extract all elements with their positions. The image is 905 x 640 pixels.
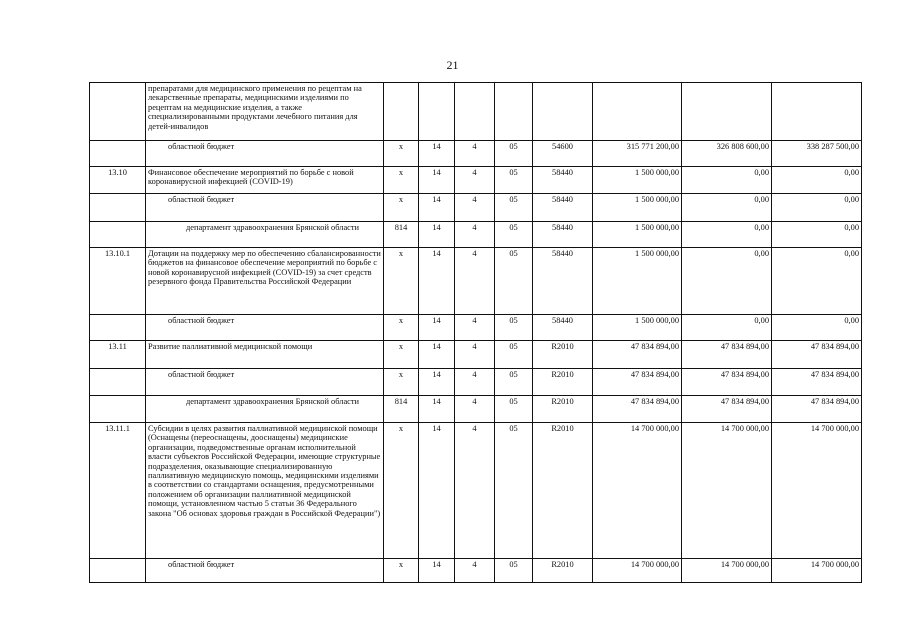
table-row <box>90 248 862 315</box>
row-amount-2: 47 834 894,00 <box>682 396 772 423</box>
row-amount-2: 0,00 <box>682 222 772 248</box>
table-row <box>90 141 862 167</box>
row-program: 14 <box>419 194 455 222</box>
table-row <box>90 369 862 396</box>
row-amount-2 <box>682 83 772 141</box>
row-description: препаратами для медицинского применения по рецептам на лекарственные препараты, медицинскими изделиями по рецептам на медицинские изделия, а также специализированными продуктами лечебного питания для детей-инвалидов <box>146 83 384 141</box>
row-amount-2: 14 700 000,00 <box>682 559 772 583</box>
row-subprogram: 4 <box>455 559 495 583</box>
table-row <box>90 83 862 141</box>
budget-table <box>89 82 862 583</box>
row-code <box>90 559 146 583</box>
row-amount-1: 14 700 000,00 <box>593 559 682 583</box>
row-code: 13.11.1 <box>90 423 146 559</box>
row-amount-3: 14 700 000,00 <box>772 559 862 583</box>
row-description: департамент здравоохранения Брянской области <box>146 222 384 248</box>
row-grbs: х <box>384 141 419 167</box>
row-code <box>90 83 146 141</box>
table-row <box>90 559 862 583</box>
row-direction: R2010 <box>533 369 593 396</box>
row-description: областной бюджет <box>146 315 384 341</box>
row-main-activity: 05 <box>495 396 533 423</box>
row-main-activity: 05 <box>495 315 533 341</box>
row-program: 14 <box>419 248 455 315</box>
row-amount-1: 47 834 894,00 <box>593 341 682 369</box>
row-subprogram: 4 <box>455 423 495 559</box>
row-main-activity <box>495 83 533 141</box>
row-subprogram: 4 <box>455 222 495 248</box>
row-direction: 54600 <box>533 141 593 167</box>
row-amount-2: 0,00 <box>682 315 772 341</box>
row-description: Развитие паллиативной медицинской помощи <box>146 341 384 369</box>
row-direction: R2010 <box>533 423 593 559</box>
row-description: департамент здравоохранения Брянской области <box>146 396 384 423</box>
row-amount-2: 47 834 894,00 <box>682 369 772 396</box>
row-amount-2: 0,00 <box>682 194 772 222</box>
row-amount-3: 0,00 <box>772 222 862 248</box>
row-amount-2: 47 834 894,00 <box>682 341 772 369</box>
row-direction: 58440 <box>533 167 593 194</box>
row-amount-2: 0,00 <box>682 167 772 194</box>
row-amount-1: 47 834 894,00 <box>593 369 682 396</box>
row-code <box>90 315 146 341</box>
row-description: Субсидии в целях развития паллиативной медицинской помощи (Оснащены (переоснащены, дооснащены) медицинские организации, подведомственные органам исполнительной власти субъектов Российской Федерации, имеющие структурные подразделения, оказывающие специализированную паллиативную медицинскую помощь, медицинскими изделиями в соответствии со стандартами оснащения, предусмотренными положением об организации паллиативной медицинской помощи, установленном частью 5 статьи 36 Федерального закона "Об основах здоровья граждан в Российской Федерации") <box>146 423 384 559</box>
row-grbs <box>384 83 419 141</box>
row-grbs: х <box>384 369 419 396</box>
row-code <box>90 141 146 167</box>
row-description: Финансовое обеспечение мероприятий по борьбе с новой коронавирусной инфекцией (COVID-19) <box>146 167 384 194</box>
row-amount-1: 1 500 000,00 <box>593 315 682 341</box>
page-number: 21 <box>446 58 459 72</box>
row-subprogram <box>455 83 495 141</box>
row-program: 14 <box>419 369 455 396</box>
row-amount-3: 0,00 <box>772 167 862 194</box>
row-program: 14 <box>419 423 455 559</box>
row-direction: 58440 <box>533 194 593 222</box>
row-description: Дотации на поддержку мер по обеспечению сбалансированности бюджетов на финансовое обеспечение мероприятий по борьбе с новой коронавирусной инфекцией (COVID-19) за счет средств резервного фонда Правительства Российской Федерации <box>146 248 384 315</box>
row-code <box>90 369 146 396</box>
row-code: 13.10.1 <box>90 248 146 315</box>
row-program: 14 <box>419 167 455 194</box>
row-main-activity: 05 <box>495 559 533 583</box>
row-code <box>90 396 146 423</box>
row-description: областной бюджет <box>146 559 384 583</box>
row-subprogram: 4 <box>455 315 495 341</box>
row-code: 13.10 <box>90 167 146 194</box>
row-amount-1 <box>593 83 682 141</box>
row-code <box>90 222 146 248</box>
row-direction <box>533 83 593 141</box>
row-grbs: х <box>384 315 419 341</box>
row-amount-3: 338 287 500,00 <box>772 141 862 167</box>
row-amount-3: 47 834 894,00 <box>772 369 862 396</box>
row-amount-3: 0,00 <box>772 315 862 341</box>
row-amount-3: 0,00 <box>772 248 862 315</box>
table-row <box>90 315 862 341</box>
row-grbs: 814 <box>384 396 419 423</box>
row-subprogram: 4 <box>455 248 495 315</box>
row-grbs: х <box>384 423 419 559</box>
row-amount-1: 1 500 000,00 <box>593 222 682 248</box>
row-grbs: х <box>384 248 419 315</box>
row-main-activity: 05 <box>495 248 533 315</box>
row-description: областной бюджет <box>146 369 384 396</box>
row-amount-3: 14 700 000,00 <box>772 423 862 559</box>
row-grbs: х <box>384 341 419 369</box>
row-subprogram: 4 <box>455 167 495 194</box>
row-direction: 58440 <box>533 315 593 341</box>
row-description: областной бюджет <box>146 194 384 222</box>
row-main-activity: 05 <box>495 194 533 222</box>
row-program: 14 <box>419 341 455 369</box>
row-amount-1: 47 834 894,00 <box>593 396 682 423</box>
row-main-activity: 05 <box>495 423 533 559</box>
row-subprogram: 4 <box>455 341 495 369</box>
row-main-activity: 05 <box>495 341 533 369</box>
row-direction: R2010 <box>533 396 593 423</box>
row-code: 13.11 <box>90 341 146 369</box>
row-direction: R2010 <box>533 559 593 583</box>
row-amount-3: 0,00 <box>772 194 862 222</box>
row-amount-1: 1 500 000,00 <box>593 194 682 222</box>
row-main-activity: 05 <box>495 369 533 396</box>
row-program: 14 <box>419 559 455 583</box>
row-amount-1: 315 771 200,00 <box>593 141 682 167</box>
row-amount-3 <box>772 83 862 141</box>
row-program: 14 <box>419 315 455 341</box>
table-row <box>90 167 862 194</box>
row-grbs: х <box>384 167 419 194</box>
table-row <box>90 396 862 423</box>
row-subprogram: 4 <box>455 369 495 396</box>
row-amount-2: 0,00 <box>682 248 772 315</box>
row-subprogram: 4 <box>455 396 495 423</box>
row-amount-1: 1 500 000,00 <box>593 248 682 315</box>
row-grbs: 814 <box>384 222 419 248</box>
row-main-activity: 05 <box>495 141 533 167</box>
table-row <box>90 423 862 559</box>
row-code <box>90 194 146 222</box>
row-direction: 58440 <box>533 248 593 315</box>
row-direction: R2010 <box>533 341 593 369</box>
row-amount-1: 14 700 000,00 <box>593 423 682 559</box>
table-row <box>90 341 862 369</box>
table-row <box>90 194 862 222</box>
row-amount-3: 47 834 894,00 <box>772 396 862 423</box>
row-amount-1: 1 500 000,00 <box>593 167 682 194</box>
table-row <box>90 222 862 248</box>
row-grbs: х <box>384 559 419 583</box>
row-description: областной бюджет <box>146 141 384 167</box>
row-subprogram: 4 <box>455 194 495 222</box>
row-program: 14 <box>419 396 455 423</box>
row-direction: 58440 <box>533 222 593 248</box>
row-main-activity: 05 <box>495 167 533 194</box>
row-main-activity: 05 <box>495 222 533 248</box>
row-grbs: х <box>384 194 419 222</box>
row-amount-2: 326 808 600,00 <box>682 141 772 167</box>
row-amount-2: 14 700 000,00 <box>682 423 772 559</box>
row-amount-3: 47 834 894,00 <box>772 341 862 369</box>
row-program: 14 <box>419 222 455 248</box>
row-subprogram: 4 <box>455 141 495 167</box>
row-program <box>419 83 455 141</box>
row-program: 14 <box>419 141 455 167</box>
